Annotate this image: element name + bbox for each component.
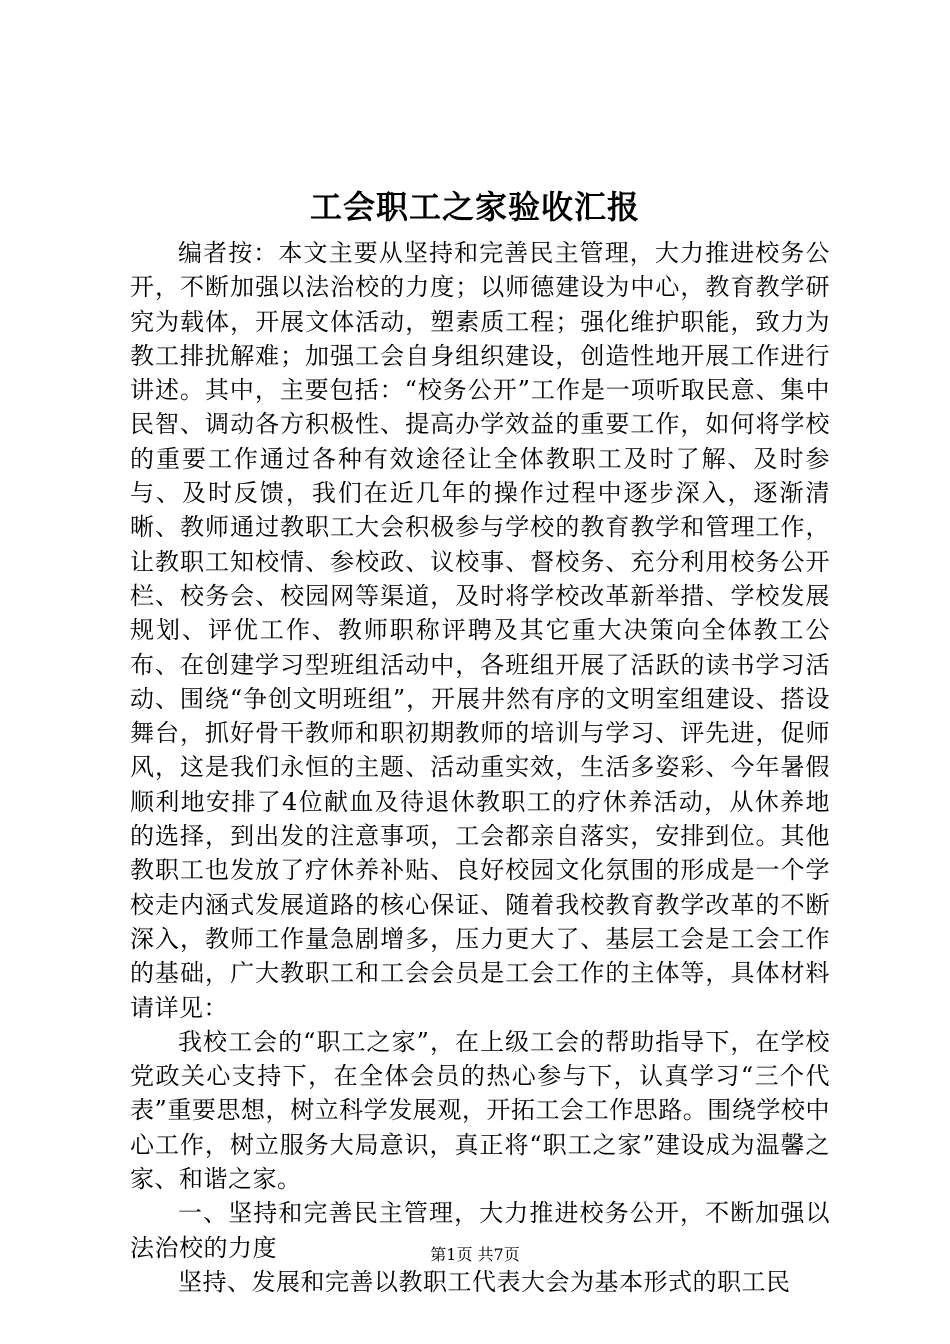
intro-paragraph: 我校工会的“职工之家”，在上级工会的帮助指导下，在学校党政关心支持下，在全体会员的热心参与下，认真学习“三个代表”重要思想，树立科学发展观，开拓工会工作思路。围绕学校中心工作，树立服务大局意识，真正将“职工之家”建设成为温馨之家、和谐之家。 bbox=[130, 1027, 830, 1194]
page-number-footer: 第1页 共7页 bbox=[430, 1245, 520, 1264]
section-1-paragraph: 坚持、发展和完善以教职工代表大会为基本形式的职工民 bbox=[178, 1267, 791, 1296]
document-title: 工会职工之家验收汇报 bbox=[309, 188, 640, 226]
document-body bbox=[130, 236, 830, 1299]
section-heading-1: 一、坚持和完善民主管理，大力推进校务公开，不断加强以法治校的力度 bbox=[130, 1199, 830, 1262]
editor-note-paragraph: 编者按：本文主要从坚持和完善民主管理，大力推进校务公开，不断加强以法治校的力度；以师德建设为中心，教育教学研究为载体，开展文体活动，塑素质工程；强化维护职能，致力为教工排扰解难；加强工会自身组织建设，创造性地开展工作进行讲述。其中，主要包括：“校务公开”工作是一项听取民意、集中民智、调动各方积极性、提高办学效益的重要工作，如何将学校的重要工作通过各种有效途径让全体教职工及时了解、及时参与、及时反馈，我们在近几年的操作过程中逐步深入，逐渐清晰、教师通过教职工大会积极参与学校的教育教学和管理工作，让教职工知校情、参校政、议校事、督校务、充分利用校务公开栏、校务会、校园网等渠道，及时将学校改革新举措、学校发展规划、评优工作、教师职称评聘及其它重大决策向全体教工公布、在创建学习型班组活动中，各班组开展了活跃的读书学习活动、围绕“争创文明班组”，开展井然有序的文明室组建设、搭设舞台，抓好骨干教师和职初期教师的培训与学习、评先进，促师风，这是我们永恒的主题、活动重实效，生活多姿彩、今年暑假顺利地安排了4位献血及待退休教职工的疗休养活动，从休养地的选择，到出发的注意事项，工会都亲自落实，安排到位。其他教职工也发放了疗休养补贴、良好校园文化氛围的形成是一个学校走内涵式发展道路的核心保证、随着我校教育教学改革的不断深入，教师工作量急剧增多，压力更大了、基层工会是工会工作的基础，广大教职工和工会会员是工会工作的主体等，具体材料请详见： bbox=[130, 239, 830, 1022]
